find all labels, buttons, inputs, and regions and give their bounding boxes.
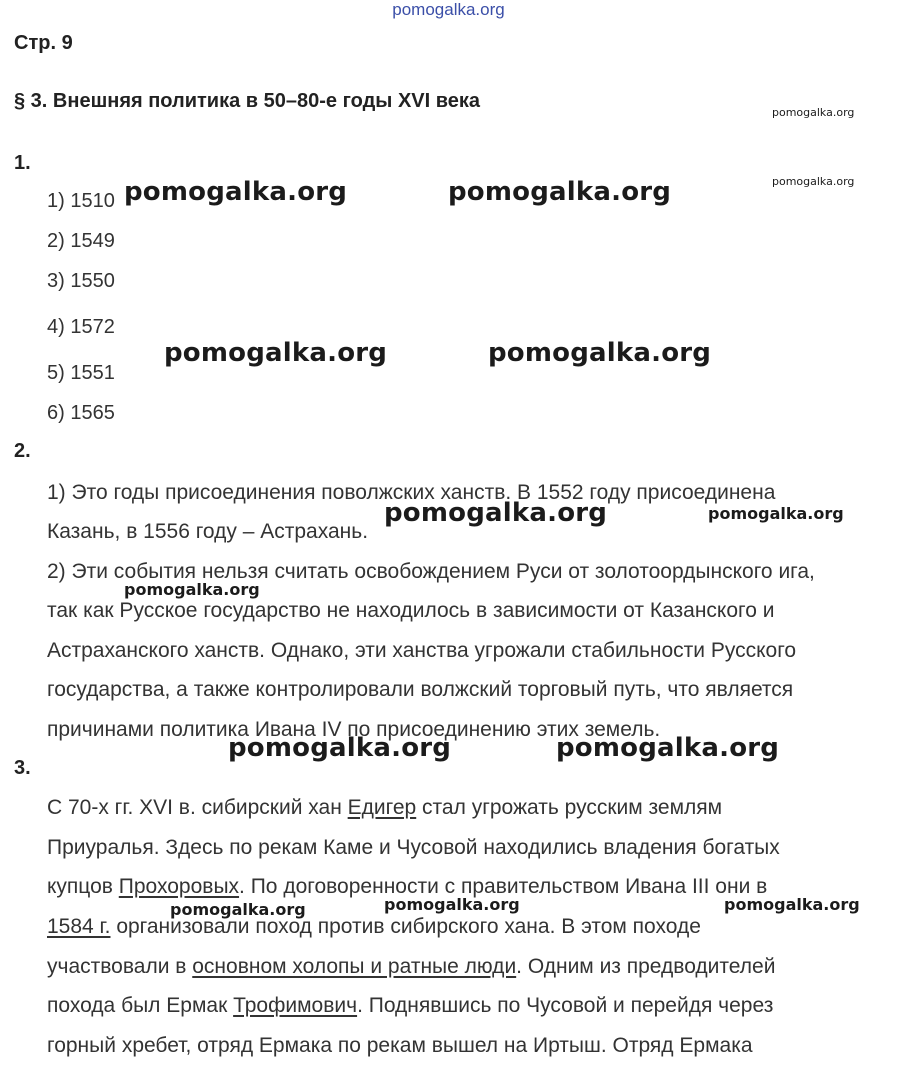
q3-line-7: горный хребет, отряд Ермака по рекам вышел на Иртыш. Отряд Ермака — [47, 1034, 753, 1057]
watermark: pomogalka.org — [124, 580, 260, 599]
watermark: pomogalka.org — [772, 106, 855, 119]
q2-line-3: 2) Эти события нельзя считать освобождением Руси от золотоордынского ига, — [47, 560, 815, 583]
q2-line-1: 1) Это годы присоединения поволжских ханств. В 1552 году присоединена — [47, 481, 776, 504]
question-2-number: 2. — [14, 440, 31, 462]
q2-line-6: государства, а также контролировали волжский торговый путь, что является — [47, 678, 794, 701]
watermark: pomogalka.org — [228, 733, 452, 763]
watermark: pomogalka.org — [772, 175, 855, 188]
watermark: pomogalka.org — [724, 895, 860, 914]
q1-answer-5: 5) 1551 — [47, 362, 115, 384]
watermark: pomogalka.org — [384, 498, 608, 528]
q2-line-4: так как Русское государство не находилось в зависимости от Казанского и — [47, 599, 775, 622]
q2-line-2: Казань, в 1556 году – Астрахань. — [47, 520, 369, 543]
question-1-number: 1. — [14, 152, 31, 174]
q3-line-6: похода был Ермак Трофимович. Поднявшись по Чусовой и перейдя через — [47, 994, 774, 1017]
q1-answer-6: 6) 1565 — [47, 402, 115, 424]
watermark: pomogalka.org — [556, 733, 780, 763]
q2-line-7: причинами политика Ивана IV по присоединению этих земель. — [47, 718, 661, 741]
q3-line-2: Приуралья. Здесь по рекам Каме и Чусовой находились владения богатых — [47, 836, 780, 859]
watermark: pomogalka.org — [708, 504, 844, 523]
watermark: pomogalka.org — [488, 338, 712, 368]
watermark: pomogalka.org — [384, 895, 520, 914]
watermark: pomogalka.org — [448, 177, 672, 207]
q3-line-1: С 70-х гг. XVI в. сибирский хан Едигер стал угрожать русским землям — [47, 796, 723, 819]
q1-answer-2: 2) 1549 — [47, 230, 115, 252]
q3-line-5: участвовали в основном холопы и ратные люди. Одним из предводителей — [47, 955, 776, 978]
section-title: § 3. Внешняя политика в 50–80-е годы XVI века — [14, 90, 481, 112]
q1-answer-1: 1) 1510 — [47, 190, 115, 212]
q1-answer-4: 4) 1572 — [47, 316, 115, 338]
question-3-number: 3. — [14, 757, 31, 779]
underlined-term: Едигер — [347, 796, 417, 819]
underlined-term: Трофимович — [233, 994, 358, 1017]
q1-answer-3: 3) 1550 — [47, 270, 115, 292]
q3-line-4: 1584 г. организовали поход против сибирского хана. В этом походе — [47, 915, 701, 938]
watermark: pomogalka.org — [164, 338, 388, 368]
q2-line-5: Астраханского ханств. Однако, эти ханства угрожали стабильности Русского — [47, 639, 797, 662]
q3-line-3: купцов Прохоровых. По договоренности с правительством Ивана III они в — [47, 875, 768, 898]
watermark: pomogalka.org — [170, 900, 306, 919]
underlined-term: основном холопы и ратные люди — [192, 955, 517, 978]
watermark: pomogalka.org — [124, 177, 348, 207]
underlined-term: 1584 г. — [47, 915, 111, 938]
site-header-watermark: pomogalka.org — [392, 0, 505, 19]
page-label: Стр. 9 — [14, 32, 73, 54]
underlined-term: Прохоровых — [118, 875, 240, 898]
